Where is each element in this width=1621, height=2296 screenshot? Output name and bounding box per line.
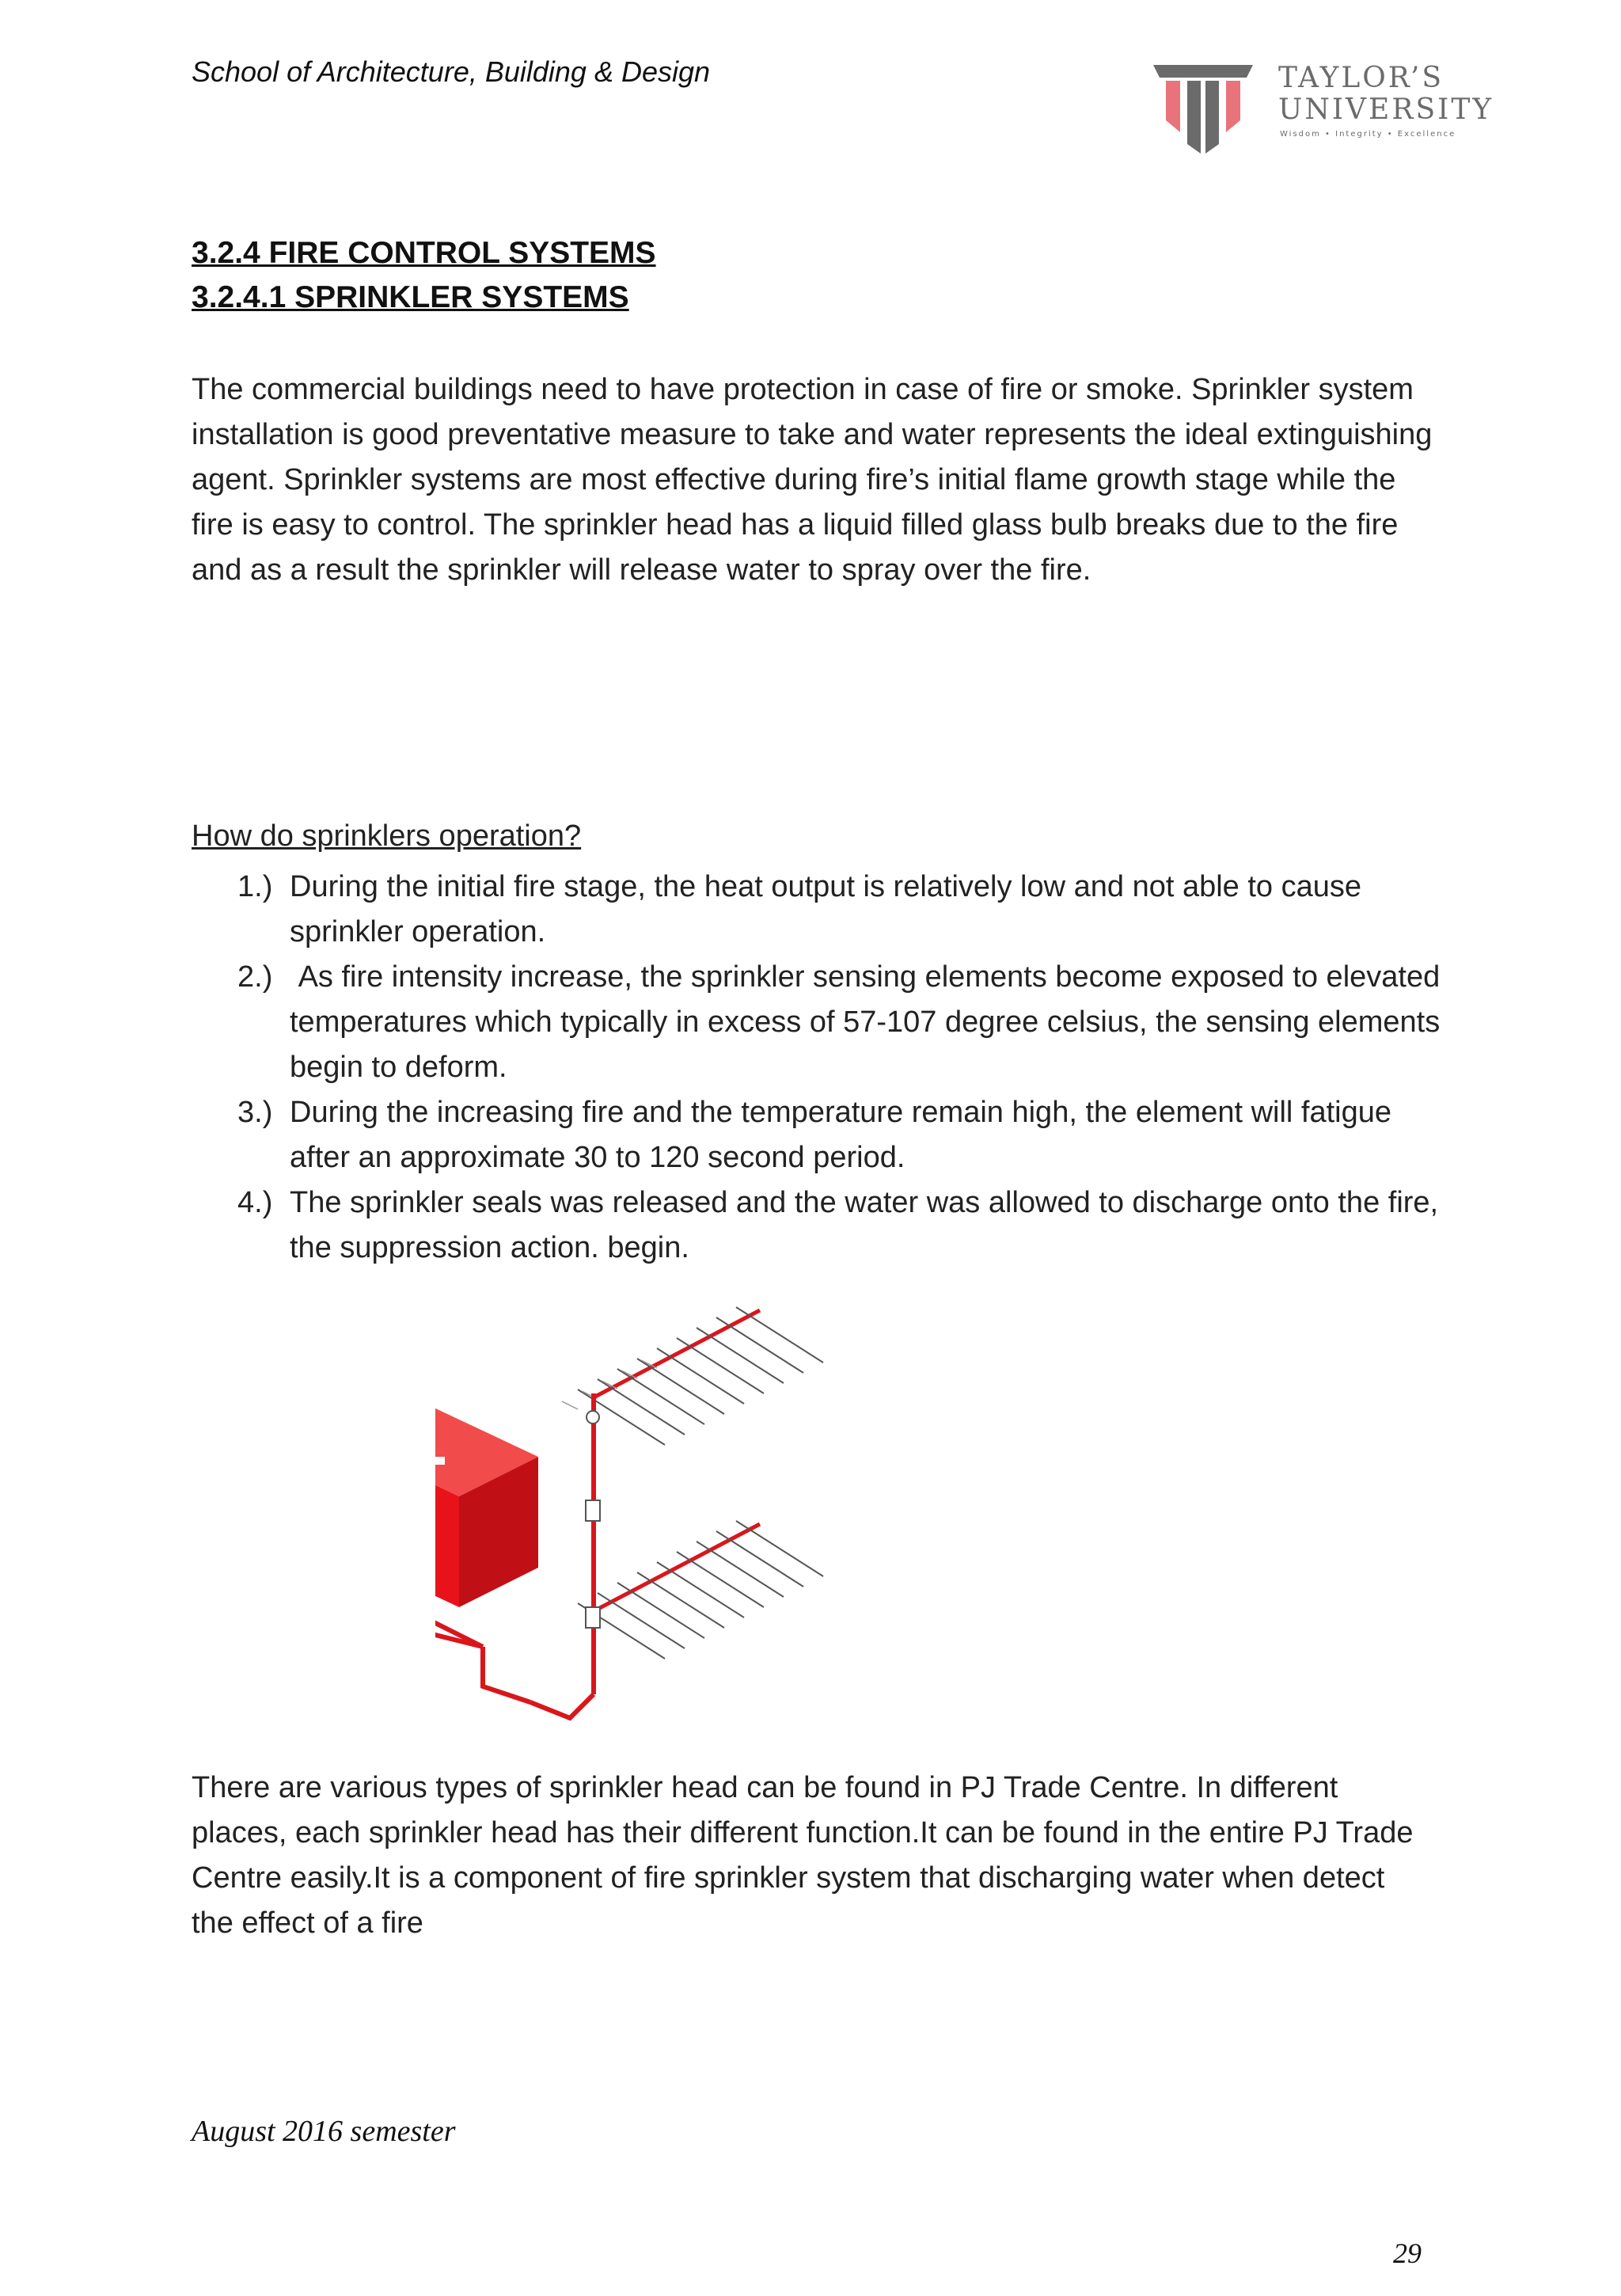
logo-tagline: Wisdom • Integrity • Excellence [1280, 130, 1456, 139]
logo-line-1: TAYLOR’S [1278, 62, 1444, 94]
school-name: School of Architecture, Building & Design [192, 55, 711, 88]
step-text: As fire intensity increase, the sprinkler sensing elements become exposed to elevated temperatures which typically in excess of 57-107 degree celsius, the sensing elements begin to deform. [290, 960, 1448, 1084]
operation-steps-list [237, 865, 1448, 1271]
intro-text: The commercial buildings need to have protection in case of fire or smoke. Sprinkler system installation is good preventative measure to take and water represents the ideal extinguishing agent. Sprinkler systems are most effective during fire’s initial flame growth stage while the fire is easy to control. The sprinkler head has a liquid filled glass bulb breaks due to the fire and as a result the sprinkler will release water to spray over the fire. [192, 373, 1433, 587]
section-heading-fire-control: 3.2.4 FIRE CONTROL SYSTEMS [192, 236, 656, 270]
section-heading-sprinkler: 3.2.4.1 SPRINKLER SYSTEMS [192, 280, 629, 314]
list-item [237, 865, 1441, 955]
list-item [237, 955, 1448, 1090]
step-text: The sprinkler seals was released and the water was allowed to discharge onto the fire, the suppression action. begin. [290, 1186, 1439, 1264]
intro-paragraph [192, 367, 1434, 593]
step-text: During the initial fire stage, the heat output is relatively low and not able to cause sprinkler operation. [290, 870, 1362, 948]
list-item [237, 1090, 1441, 1180]
sprinkler-system-diagram [435, 1298, 1084, 1750]
closing-text: There are various types of sprinkler head can be found in PJ Trade Centre. In different places, each sprinkler head has their different function.It can be found in the entire PJ Trade Centre easily.It is a component of fire sprinkler system that discharging water when detect the effect of a fire [192, 1771, 1414, 1940]
taylors-university-logo [1152, 57, 1524, 160]
closing-paragraph [192, 1766, 1434, 1946]
step-text: During the increasing fire and the temperature remain high, the element will fatigue after an approximate 30 to 120 second period. [290, 1096, 1391, 1174]
lower-sprinkler-branch-grid [578, 1521, 823, 1659]
step-number: 1.) [237, 870, 273, 903]
upper-sprinkler-branch-grid [562, 1307, 823, 1445]
operation-title: How do sprinklers operation? [192, 819, 582, 853]
step-number: 3.) [237, 1096, 273, 1129]
step-number: 2.) [237, 960, 273, 994]
logo-line-2: UNIVERSITY [1278, 93, 1494, 126]
footer-semester: August 2016 semester [192, 2115, 456, 2148]
pump-tank-assembly [435, 1393, 538, 1607]
list-item [237, 1180, 1441, 1271]
logo-emblem-icon [1153, 65, 1253, 154]
step-number: 4.) [237, 1186, 273, 1219]
page-number: 29 [1393, 2237, 1422, 2269]
